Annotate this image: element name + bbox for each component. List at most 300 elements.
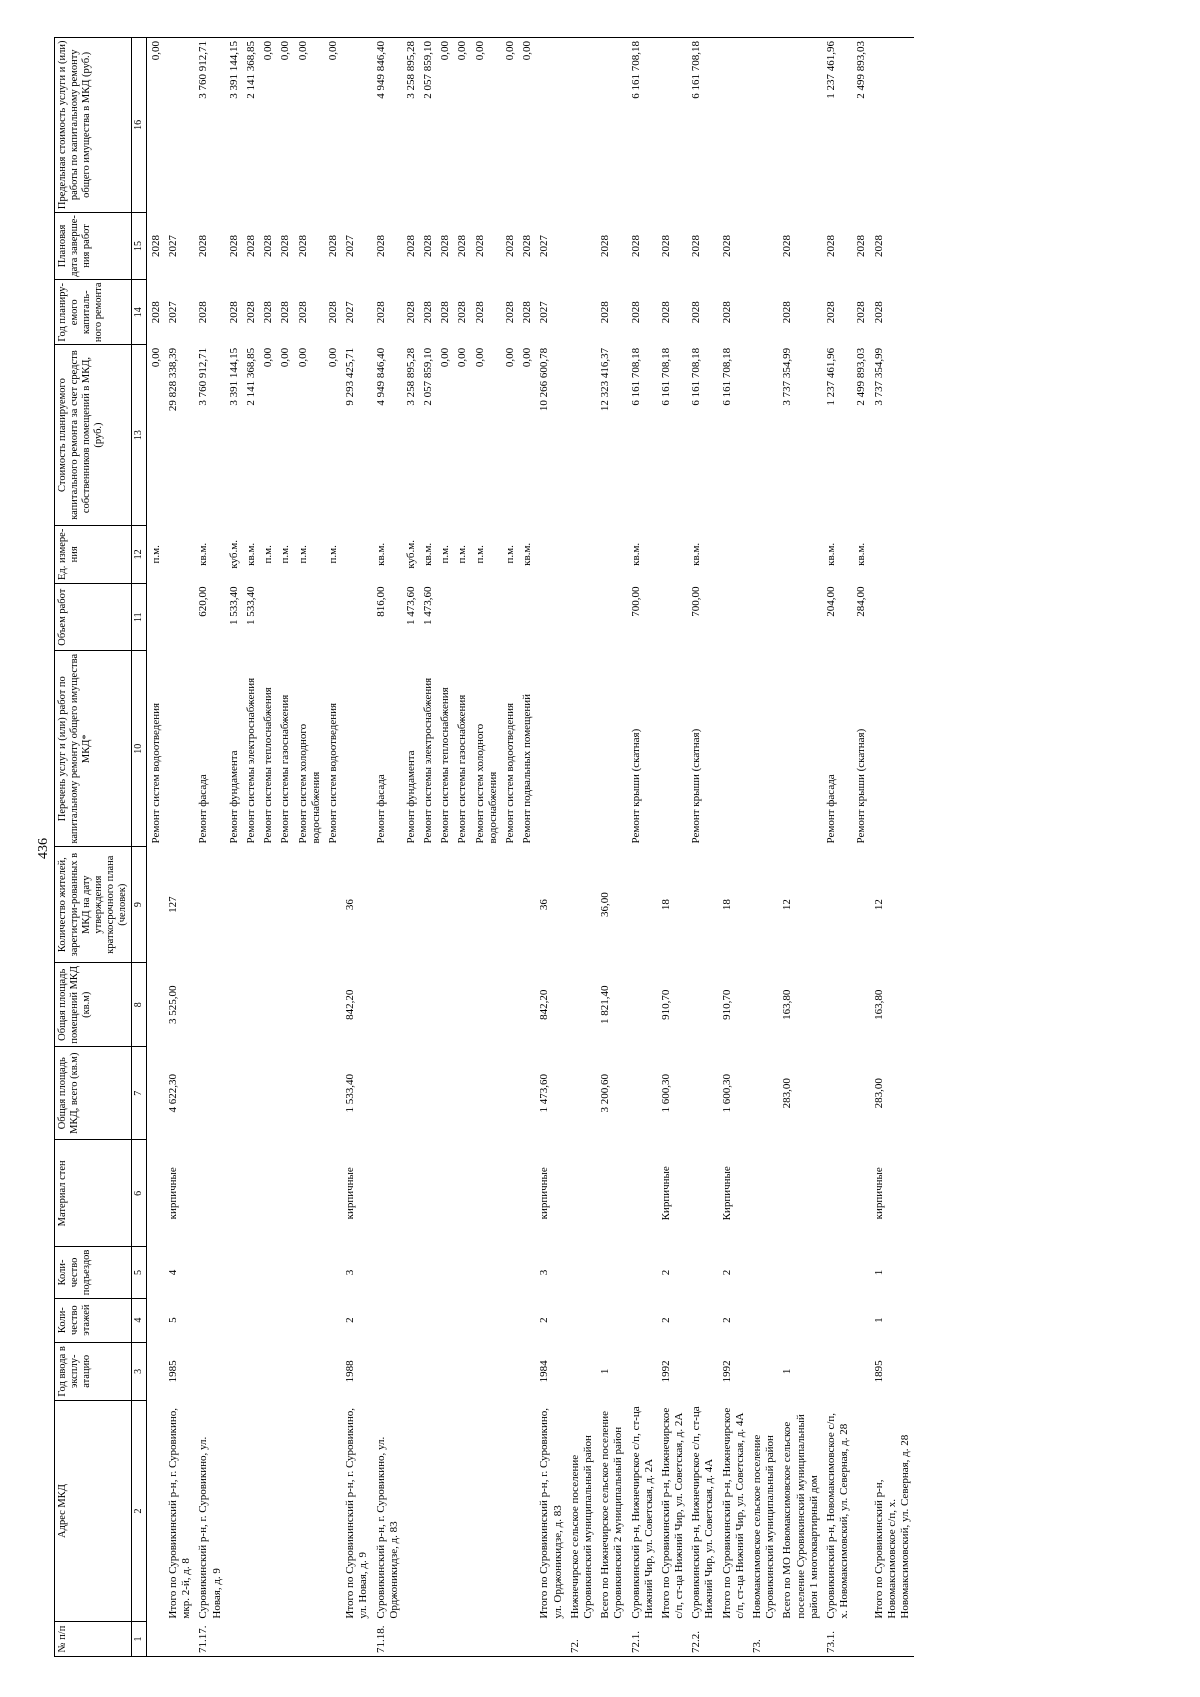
cell-col-7 [260,1047,277,1140]
cell-col-11 [454,583,471,651]
cell-col-2: Суровикинский р-н, г. Суровикино, ул. Новая, д. 9 [197,1436,223,1619]
cell-col-7 [688,1047,718,1140]
cell-col-3 [277,1342,294,1400]
cell-col-10: Ремонт систем водоотведения [149,702,162,844]
cell-col-10: Ремонт фасада [824,774,837,844]
cell-col-13: 0,00 [296,347,309,368]
cell-col-9 [420,846,437,962]
cell-col-16: 3 258 895,28 [404,41,417,99]
cell-col-12 [749,525,779,583]
cell-col-4: 1 [872,1317,885,1323]
cell-col-3 [853,1342,870,1400]
cell-col-2 [420,1400,437,1621]
cell-col-9: 12 [872,899,885,911]
cell-col-7 [472,1047,502,1140]
cell-col-12 [567,525,597,583]
cell-col-15: 2028 [872,234,885,257]
cell-col-16: 2 499 893,03 [855,41,868,99]
cell-col-8 [567,963,597,1047]
cell-col-12 [658,525,688,583]
cell-col-1: 72.1. [629,1631,642,1653]
cell-col-9: 18 [659,899,672,911]
cell-col-14: 2028 [404,301,417,324]
row-7 [295,38,325,1657]
cell-col-5 [628,1247,658,1298]
cell-col-5 [420,1247,437,1298]
cell-col-2 [403,1400,420,1621]
cell-col-2 [226,1400,243,1621]
cell-col-4: 2 [659,1317,672,1323]
cell-col-9 [437,846,454,962]
cell-col-1 [420,1622,437,1657]
cell-col-1 [277,1622,294,1657]
cell-col-6 [325,1140,342,1247]
cell-col-4 [823,1298,853,1342]
cell-col-13: 0,00 [439,347,452,368]
cell-col-9 [277,846,294,962]
cell-col-14: 2028 [599,301,612,324]
cell-col-3: 1992 [659,1360,672,1383]
cell-col-8 [403,963,420,1047]
header-col-4: Коли-чество этажей [55,1298,132,1342]
cell-col-7 [749,1047,779,1140]
cell-col-6 [688,1140,718,1247]
cell-col-1 [853,1622,870,1657]
cell-col-9 [325,846,342,962]
cell-col-14: 2028 [197,301,210,324]
cell-col-5 [226,1247,243,1298]
cell-col-15: 2028 [422,234,435,257]
cell-col-8 [295,963,325,1047]
column-number-4: 4 [132,1298,147,1342]
cell-col-9 [146,846,165,962]
cell-col-7 [403,1047,420,1140]
cell-col-6 [823,1140,853,1247]
cell-col-6 [567,1140,597,1247]
cell-col-11 [536,583,566,651]
header-col-2: Адрес МКД [55,1400,132,1621]
cell-col-10: Ремонт систем водоотведения [504,702,516,844]
cell-col-2: Нижнечирское сельское поселение Суровикинский муниципальный район [568,1435,594,1619]
cell-col-6 [195,1140,225,1247]
cell-col-12: кв.м. [197,542,210,566]
row-16 [502,38,519,1657]
column-number-2: 2 [132,1400,147,1621]
cell-col-3: 1985 [167,1360,180,1383]
cell-col-11: 1 473,60 [422,586,435,625]
cell-col-12 [342,525,372,583]
cell-col-11 [472,583,502,651]
cell-col-10 [779,651,823,847]
cell-col-3 [295,1342,325,1400]
column-number-11: 11 [132,583,147,651]
cell-col-5 [403,1247,420,1298]
cell-col-6 [597,1140,627,1247]
cell-col-8 [519,963,536,1047]
cell-col-15: 2028 [824,234,837,257]
column-number-6: 6 [132,1140,147,1247]
cell-col-4 [597,1298,627,1342]
cell-col-14: 2027 [167,301,180,324]
cell-col-16 [749,38,779,213]
cell-col-11: 1 533,40 [227,586,240,625]
row-2 [195,38,225,1657]
cell-col-16: 0,00 [439,41,452,61]
cell-col-3 [403,1342,420,1400]
column-number-row [132,38,147,1657]
cell-col-2 [437,1400,454,1621]
cell-col-10: Ремонт системы электроснабжения [422,677,435,844]
cell-col-4 [295,1298,325,1342]
cell-col-3 [243,1342,260,1400]
row-24 [719,38,749,1657]
cell-col-10: Ремонт фундамента [227,750,240,844]
cell-col-13: 2 141 368,85 [245,347,257,406]
cell-col-8 [502,963,519,1047]
cell-col-12: п.м. [279,545,292,564]
cell-col-11 [658,583,688,651]
cell-col-4 [226,1298,243,1342]
cell-col-13: 0,00 [473,347,486,368]
cell-col-12: п.м. [439,545,452,564]
column-number-8: 8 [132,963,147,1047]
cell-col-10: Ремонт крыши (скатная) [629,728,642,844]
cell-col-8 [823,963,853,1047]
cell-col-16: 3 760 912,71 [197,41,210,99]
cell-col-11 [597,583,627,651]
cell-col-9 [519,846,536,962]
cell-col-12: п.м. [296,545,309,564]
cell-col-10 [536,651,566,847]
cell-col-7 [373,1047,403,1140]
row-9 [342,38,372,1657]
cell-col-14: 2028 [659,301,672,324]
cell-col-5 [325,1247,342,1298]
cell-col-15: 2028 [326,234,339,257]
cell-col-11 [295,583,325,651]
cell-col-1 [658,1622,688,1657]
cell-col-13: 0,00 [279,347,292,368]
row-11 [403,38,420,1657]
cell-col-13 [749,345,779,525]
cell-col-8 [226,963,243,1047]
cell-col-11 [437,583,454,651]
cell-col-6 [853,1140,870,1247]
cell-col-12: кв.м. [855,542,868,566]
header-col-7: Общая площадь МКД, всего (кв.м) [55,1047,132,1140]
cell-col-13: 3 760 912,71 [197,347,210,406]
cell-col-10 [749,651,779,847]
cell-col-14 [749,280,779,345]
cell-col-9 [628,846,658,962]
column-number-14: 14 [132,280,147,345]
cell-col-8 [749,963,779,1047]
cell-col-11: 816,00 [374,586,387,617]
cell-col-9 [823,846,853,962]
column-number-16: 16 [132,38,147,213]
cell-col-16 [719,38,749,213]
column-number-10: 10 [132,651,147,847]
header-col-14: Год планиру-емого капиталь-ного ремонта [55,280,132,345]
cell-col-16: 6 161 708,18 [690,41,703,99]
cell-col-11: 1 473,60 [404,586,417,625]
cell-col-15 [567,212,597,280]
cell-col-7 [146,1047,165,1140]
cell-col-14: 2028 [296,301,309,324]
cell-col-2 [519,1400,536,1621]
cell-col-12: кв.м. [824,542,837,566]
row-23 [688,38,718,1657]
row-25 [749,38,779,1657]
cell-col-11 [749,583,779,651]
cell-col-7: 3 200,60 [599,1073,612,1113]
cell-col-10 [871,651,915,847]
cell-col-13: 0,00 [262,347,275,368]
row-19 [567,38,597,1657]
cell-col-5 [277,1247,294,1298]
cell-col-3 [226,1342,243,1400]
cell-col-11 [165,583,195,651]
cell-col-10: Ремонт системы электроснабжения [245,677,257,844]
cell-col-15: 2028 [262,234,275,257]
header-col-11: Объем работ [55,583,132,651]
cell-col-9 [295,846,325,962]
page-number: 436 [36,838,51,859]
row-15 [472,38,502,1657]
cell-col-14: 2028 [227,301,240,324]
cell-col-12 [165,525,195,583]
cell-col-7: 283,00 [781,1078,794,1109]
cell-col-8 [472,963,502,1047]
cell-col-8 [373,963,403,1047]
cell-col-13: 4 949 846,40 [374,347,387,406]
cell-col-1 [454,1622,471,1657]
cell-col-7 [226,1047,243,1140]
cell-col-11 [325,583,342,651]
cell-col-9: 36,00 [599,892,612,918]
cell-col-8: 163,80 [872,989,885,1020]
cell-col-12: п.м. [504,545,516,564]
header-col-15: Плановая дата заверше-ния работ [55,212,132,280]
cell-col-1 [260,1622,277,1657]
cell-col-11: 700,00 [629,586,642,617]
cell-col-2: Новомаксимовское сельское поселение Суровикинский муниципальный район [751,1434,777,1619]
cell-col-5 [373,1247,403,1298]
cell-col-3 [325,1342,342,1400]
cell-col-10 [342,651,372,847]
cell-col-1 [146,1622,165,1657]
row-14 [454,38,471,1657]
cell-col-8 [146,963,165,1047]
cell-col-16: 2 141 368,85 [245,41,257,99]
cell-col-2 [454,1400,471,1621]
cell-col-13: 6 161 708,18 [629,347,642,406]
cell-col-16: 0,00 [296,41,309,61]
cell-col-15: 2028 [521,234,534,257]
cell-col-4 [195,1298,225,1342]
cell-col-4 [437,1298,454,1342]
cell-col-10 [658,651,688,847]
cell-col-15: 2028 [374,234,387,257]
cell-col-8: 910,70 [720,989,733,1020]
cell-col-2: Суровикинский р-н, Нижнечирское с/п, ст-ца Нижний Чир, ул. Советская, д. 4А [690,1406,716,1619]
cell-col-2: Суровикинский р-н, Новомаксимовское с/п, х. Новомаксимовский, ул. Северная, д. 28 [824,1412,851,1619]
cell-col-5 [260,1247,277,1298]
cell-col-12 [536,525,566,583]
cell-col-16 [567,38,597,213]
cell-col-8 [420,963,437,1047]
cell-col-10: Ремонт крыши (скатная) [855,728,868,844]
cell-col-2: Суровикинский р-н, Нижнечирское с/п, ст-ца Нижний Чир, ул. Советская, д. 2А [629,1406,655,1619]
cell-col-2: Итого по Суровикинский р-н, г. Суровикино, мкр. 2-й, д. 8 [167,1408,193,1619]
cell-col-12: кв.м. [245,542,257,566]
cell-col-3: 1895 [872,1360,885,1383]
cell-col-6 [519,1140,536,1247]
cell-col-3 [567,1342,597,1400]
cell-col-6: кирпичные [872,1167,885,1220]
cell-col-2 [853,1400,870,1621]
cell-col-13: 3 391 144,15 [227,347,240,406]
header-col-8: Общая площадь помещений МКД (кв.м) [55,963,132,1047]
cell-col-9: 127 [167,896,180,913]
cell-col-8: 842,20 [344,989,357,1020]
cell-col-14: 2028 [245,301,257,324]
cell-col-3 [195,1342,225,1400]
cell-col-14 [567,280,597,345]
cell-col-10: Ремонт крыши (скатная) [690,728,703,844]
cell-col-9 [260,846,277,962]
cell-col-5 [502,1247,519,1298]
cell-col-9 [853,846,870,962]
cell-col-5 [519,1247,536,1298]
cell-col-14: 2028 [781,301,794,324]
row-29 [871,38,915,1657]
cell-col-5 [454,1247,471,1298]
cell-col-5 [437,1247,454,1298]
cell-col-10: Ремонт систем водоотведения [326,702,339,844]
cell-col-3 [454,1342,471,1400]
cell-col-16: 0,00 [326,41,339,61]
cell-col-13: 3 737 354,99 [872,347,885,406]
cell-col-4 [277,1298,294,1342]
cell-col-15: 2028 [456,234,469,257]
cell-col-9: 18 [720,899,733,911]
cell-col-12: кв.м. [422,542,435,566]
cell-col-4 [243,1298,260,1342]
cell-col-14: 2028 [824,301,837,324]
cell-col-11 [502,583,519,651]
cell-col-16 [658,38,688,213]
cell-col-12: кв.м. [690,542,703,566]
cell-col-8 [688,963,718,1047]
cell-col-3 [373,1342,403,1400]
cell-col-12: куб.м. [227,540,240,569]
cell-col-10: Ремонт подвальных помещений [521,693,534,844]
cell-col-9: 36 [538,899,551,911]
cell-col-1 [719,1622,749,1657]
row-10 [373,38,403,1657]
cell-col-6: кирпичные [167,1167,180,1220]
row-4 [243,38,260,1657]
cell-col-16 [597,38,627,213]
column-number-13: 13 [132,345,147,525]
cell-col-2: Итого по Суровикинский р-н, г. Суровикино, ул. Новая, д. 9 [344,1408,370,1619]
row-22 [658,38,688,1657]
cell-col-7 [195,1047,225,1140]
row-6 [277,38,294,1657]
cell-col-16: 0,00 [149,41,162,61]
cell-col-3: 1 [781,1368,794,1375]
header-col-3: Год ввода в эксплу-атацию [55,1342,132,1400]
cell-col-2 [260,1400,277,1621]
cell-col-9: 36 [344,899,357,911]
cell-col-3 [688,1342,718,1400]
cell-col-4 [146,1298,165,1342]
cell-col-16: 0,00 [456,41,469,61]
cell-col-2 [472,1400,502,1621]
cell-col-8 [277,963,294,1047]
cell-col-5 [243,1247,260,1298]
cell-col-9 [403,846,420,962]
cell-col-12: п.м. [473,545,486,564]
cell-col-14: 2028 [439,301,452,324]
cell-col-8 [195,963,225,1047]
row-21 [628,38,658,1657]
cell-col-13: 2 057 859,10 [422,347,435,406]
cell-col-11 [146,583,165,651]
cell-col-13: 29 828 338,39 [167,347,180,412]
cell-col-15: 2028 [439,234,452,257]
cell-col-14: 2028 [279,301,292,324]
cell-col-9 [749,846,779,962]
cell-col-12: кв.м. [521,542,534,566]
cell-col-9 [243,846,260,962]
cell-col-15: 2028 [629,234,642,257]
cell-col-5 [823,1247,853,1298]
cell-col-11 [871,583,915,651]
cell-col-4 [779,1298,823,1342]
row-8 [325,38,342,1657]
row-12 [420,38,437,1657]
column-number-1: 1 [132,1622,147,1657]
cell-col-4: 2 [538,1317,551,1323]
cell-col-2 [146,1400,165,1621]
cell-col-16 [536,38,566,213]
cell-col-14: 2028 [629,301,642,324]
cell-col-9 [567,846,597,962]
row-3 [226,38,243,1657]
cell-col-5 [472,1247,502,1298]
cell-col-7 [325,1047,342,1140]
cell-col-15: 2028 [599,234,612,257]
header-col-13: Стоимость планируемого капитального ремонта за счет средств собственников помещений в МКД, (руб.) [55,345,132,525]
cell-col-8 [628,963,658,1047]
cell-col-10: Ремонт фасада [197,774,210,844]
cell-col-16: 2 057 859,10 [422,41,435,99]
cell-col-7 [243,1047,260,1140]
cell-col-10: Ремонт системы газоснабжения [456,694,469,844]
cell-col-11 [342,583,372,651]
cell-col-6 [454,1140,471,1247]
cell-col-6 [420,1140,437,1247]
cell-col-15: 2028 [855,234,868,257]
cell-col-13: 0,00 [456,347,469,368]
cell-col-13: 10 266 600,78 [538,347,551,412]
header-col-1: № п/п [55,1622,132,1657]
cell-col-14: 2027 [538,301,551,324]
cell-col-11 [567,583,597,651]
cell-col-4 [749,1298,779,1342]
